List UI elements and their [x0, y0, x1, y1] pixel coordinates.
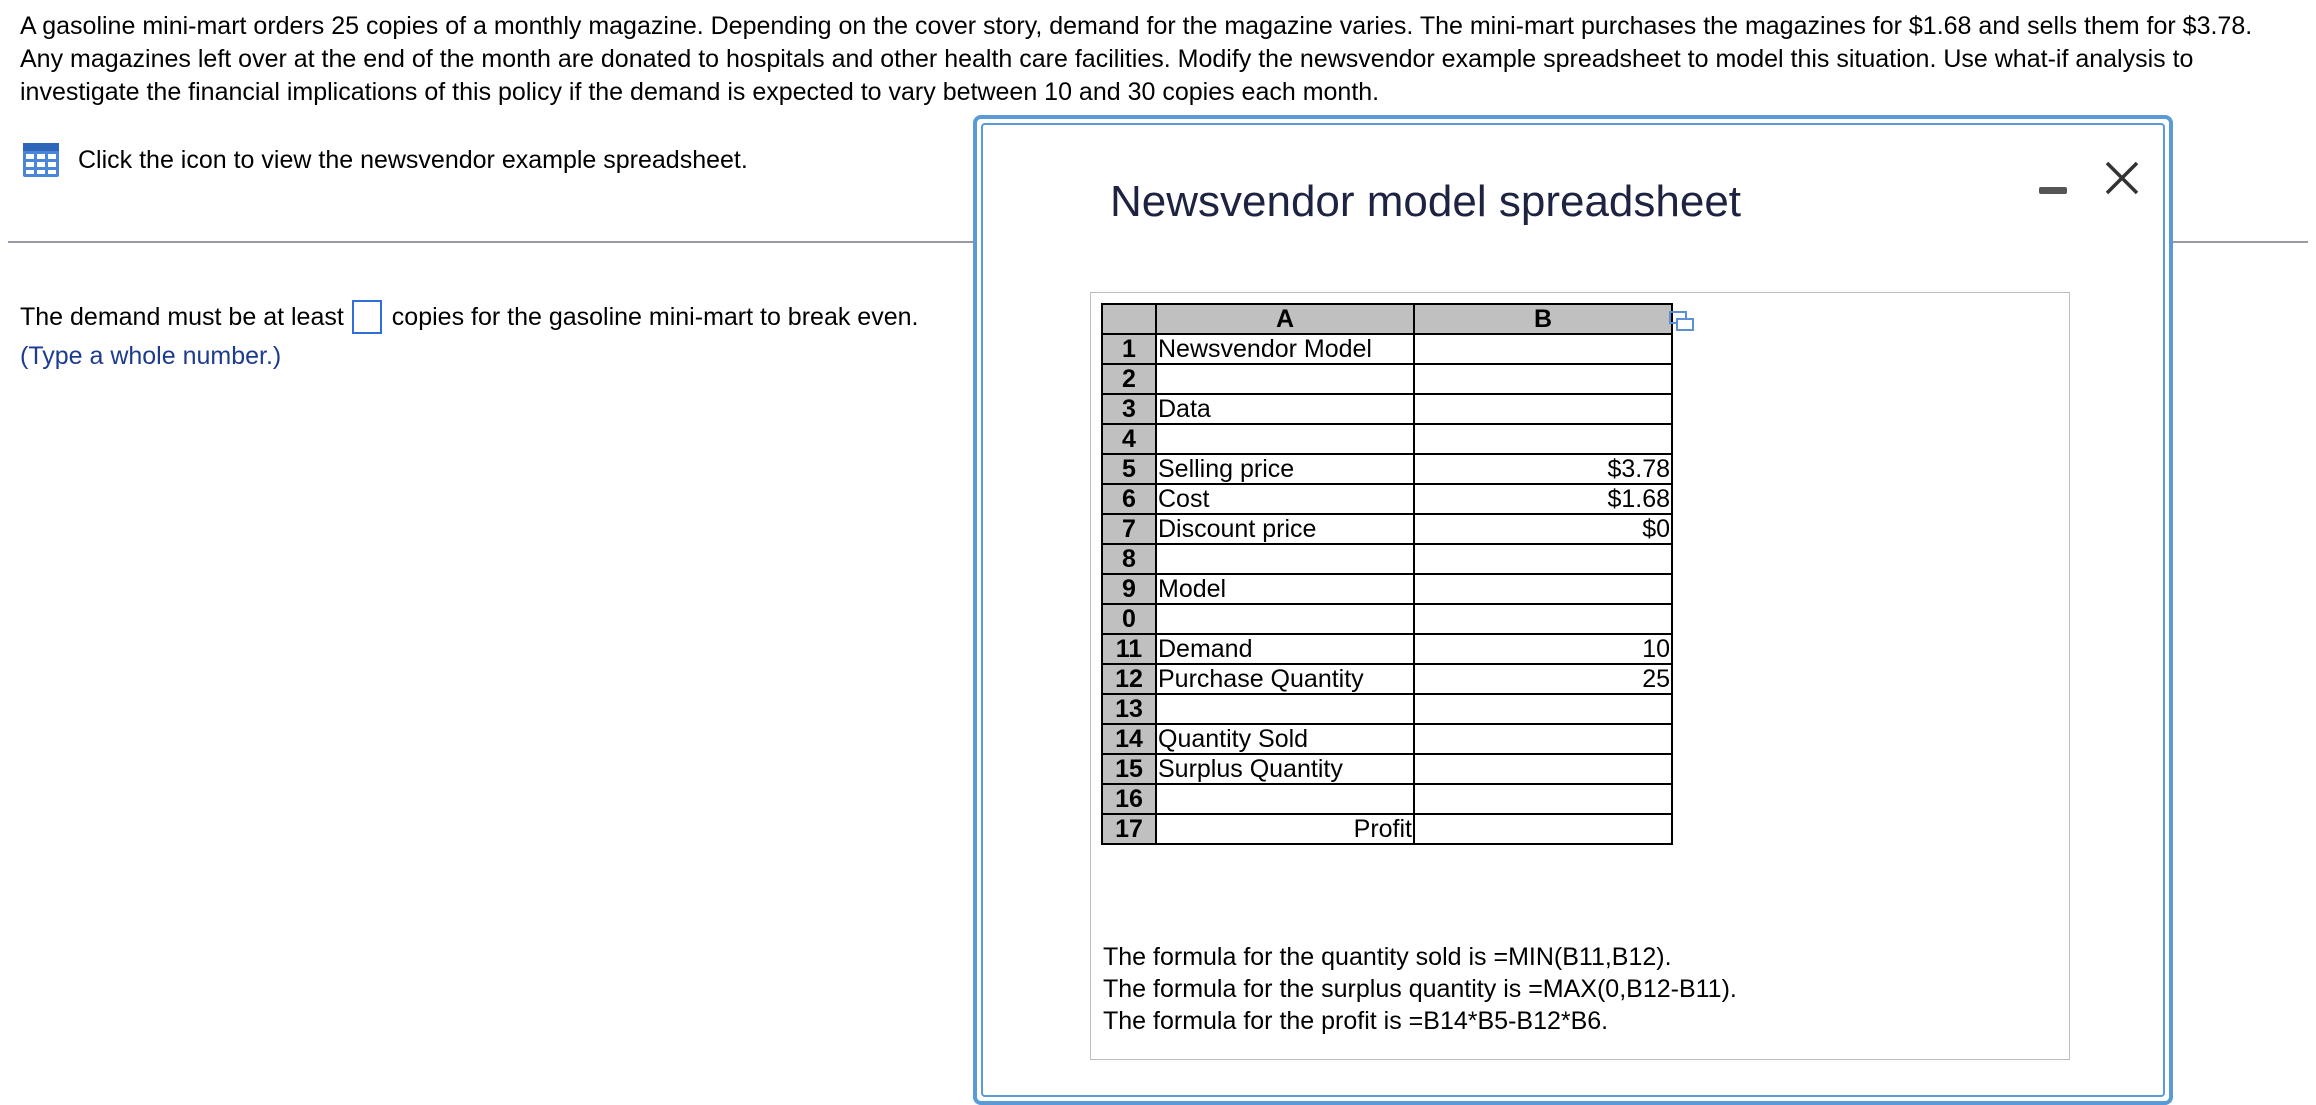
row-number: 17 [1102, 814, 1156, 844]
spreadsheet-row [1102, 334, 1672, 364]
row-number: 2 [1102, 364, 1156, 394]
formula-quantity-sold: The formula for the quantity sold is =MIN(B11,B12). [1103, 943, 1672, 971]
spreadsheet-grid-icon[interactable] [22, 142, 60, 178]
answer-sentence [20, 300, 918, 334]
cell-b [1414, 694, 1672, 724]
cell-a: Data [1156, 394, 1414, 424]
spreadsheet-row [1102, 484, 1672, 514]
row-number: 7 [1102, 514, 1156, 544]
cell-b [1414, 814, 1672, 844]
row-number: 1 [1102, 334, 1156, 364]
view-spreadsheet-link[interactable] [22, 142, 748, 178]
cell-a: Cost [1156, 484, 1414, 514]
spreadsheet-row [1102, 694, 1672, 724]
break-even-demand-input[interactable] [352, 300, 382, 334]
spreadsheet-row [1102, 724, 1672, 754]
spreadsheet-row [1102, 784, 1672, 814]
cell-a: Profit [1156, 814, 1414, 844]
cell-b [1414, 334, 1672, 364]
minimize-button[interactable] [2037, 171, 2069, 203]
cell-b: 10 [1414, 634, 1672, 664]
cell-a [1156, 784, 1414, 814]
answer-prefix: The demand must be at least [20, 302, 344, 331]
cell-a [1156, 364, 1414, 394]
spreadsheet-row [1102, 514, 1672, 544]
cell-b: $1.68 [1414, 484, 1672, 514]
spreadsheet-row [1102, 454, 1672, 484]
row-number: 11 [1102, 634, 1156, 664]
row-number: 6 [1102, 484, 1156, 514]
spreadsheet-row [1102, 754, 1672, 784]
minimize-icon [2039, 187, 2067, 194]
row-number: 5 [1102, 454, 1156, 484]
copy-icon[interactable] [1669, 311, 1695, 333]
spreadsheet-row [1102, 604, 1672, 634]
spreadsheet-row [1102, 394, 1672, 424]
cell-a: Discount price [1156, 514, 1414, 544]
answer-suffix: copies for the gasoline mini-mart to break even. [391, 302, 919, 331]
row-number: 3 [1102, 394, 1156, 424]
cell-a [1156, 544, 1414, 574]
cell-b [1414, 364, 1672, 394]
spreadsheet-row [1102, 364, 1672, 394]
row-number: 14 [1102, 724, 1156, 754]
modal-title: Newsvendor model spreadsheet [1110, 177, 1742, 226]
cell-a: Quantity Sold [1156, 724, 1414, 754]
cell-a [1156, 694, 1414, 724]
cell-a: Purchase Quantity [1156, 664, 1414, 694]
cell-a [1156, 604, 1414, 634]
row-number: 12 [1102, 664, 1156, 694]
row-number: 9 [1102, 574, 1156, 604]
cell-a: Selling price [1156, 454, 1414, 484]
column-header-row [1102, 304, 1672, 334]
cell-a [1156, 424, 1414, 454]
spreadsheet-row [1102, 424, 1672, 454]
cell-b: $3.78 [1414, 454, 1672, 484]
formula-notes [1103, 941, 1737, 1037]
spreadsheet-row [1102, 544, 1672, 574]
row-number: 8 [1102, 544, 1156, 574]
cell-b [1414, 574, 1672, 604]
cell-b [1414, 604, 1672, 634]
cell-a: Surplus Quantity [1156, 754, 1414, 784]
spreadsheet-row [1102, 814, 1672, 844]
cell-b [1414, 784, 1672, 814]
cell-b: $0 [1414, 514, 1672, 544]
formula-surplus-quantity: The formula for the surplus quantity is =MAX(0,B12-B11). [1103, 975, 1737, 1003]
row-number: 15 [1102, 754, 1156, 784]
cell-a: Model [1156, 574, 1414, 604]
spreadsheet-row [1102, 574, 1672, 604]
cell-b [1414, 394, 1672, 424]
spreadsheet-frame [1090, 292, 2070, 1060]
cell-b [1414, 724, 1672, 754]
problem-statement: A gasoline mini-mart orders 25 copies of a monthly magazine. Depending on the cover story, demand for the magazine varies. The mini-mart purchases the magazines for $1.68 and sells them for $3.78. Any magazines left over at the end of the month are donated to hospitals and other health care facilities. Modify the newsvendor example spreadsheet to model this situation. Use what-if analysis to investigate the financial implications of this policy if the demand is expected to vary between 10 and 30 copies each month. [20, 12, 2253, 106]
spreadsheet-row [1102, 664, 1672, 694]
column-header-b: B [1414, 304, 1672, 334]
row-number: 13 [1102, 694, 1156, 724]
cell-b [1414, 754, 1672, 784]
row-number: 0 [1102, 604, 1156, 634]
answer-hint: (Type a whole number.) [20, 342, 282, 370]
cell-b: 25 [1414, 664, 1672, 694]
spreadsheet-modal [973, 115, 2173, 1105]
cell-b [1414, 424, 1672, 454]
row-number: 16 [1102, 784, 1156, 814]
spreadsheet-table [1101, 303, 1673, 845]
cell-a: Newsvendor Model [1156, 334, 1414, 364]
corner-cell [1102, 304, 1156, 334]
cell-a: Demand [1156, 634, 1414, 664]
cell-b [1414, 544, 1672, 574]
spreadsheet-row [1102, 634, 1672, 664]
view-spreadsheet-label: Click the icon to view the newsvendor example spreadsheet. [78, 145, 748, 174]
row-number: 4 [1102, 424, 1156, 454]
close-icon[interactable] [2101, 157, 2143, 199]
formula-profit: The formula for the profit is =B14*B5-B12*B6. [1103, 1007, 1609, 1035]
column-header-a: A [1156, 304, 1414, 334]
